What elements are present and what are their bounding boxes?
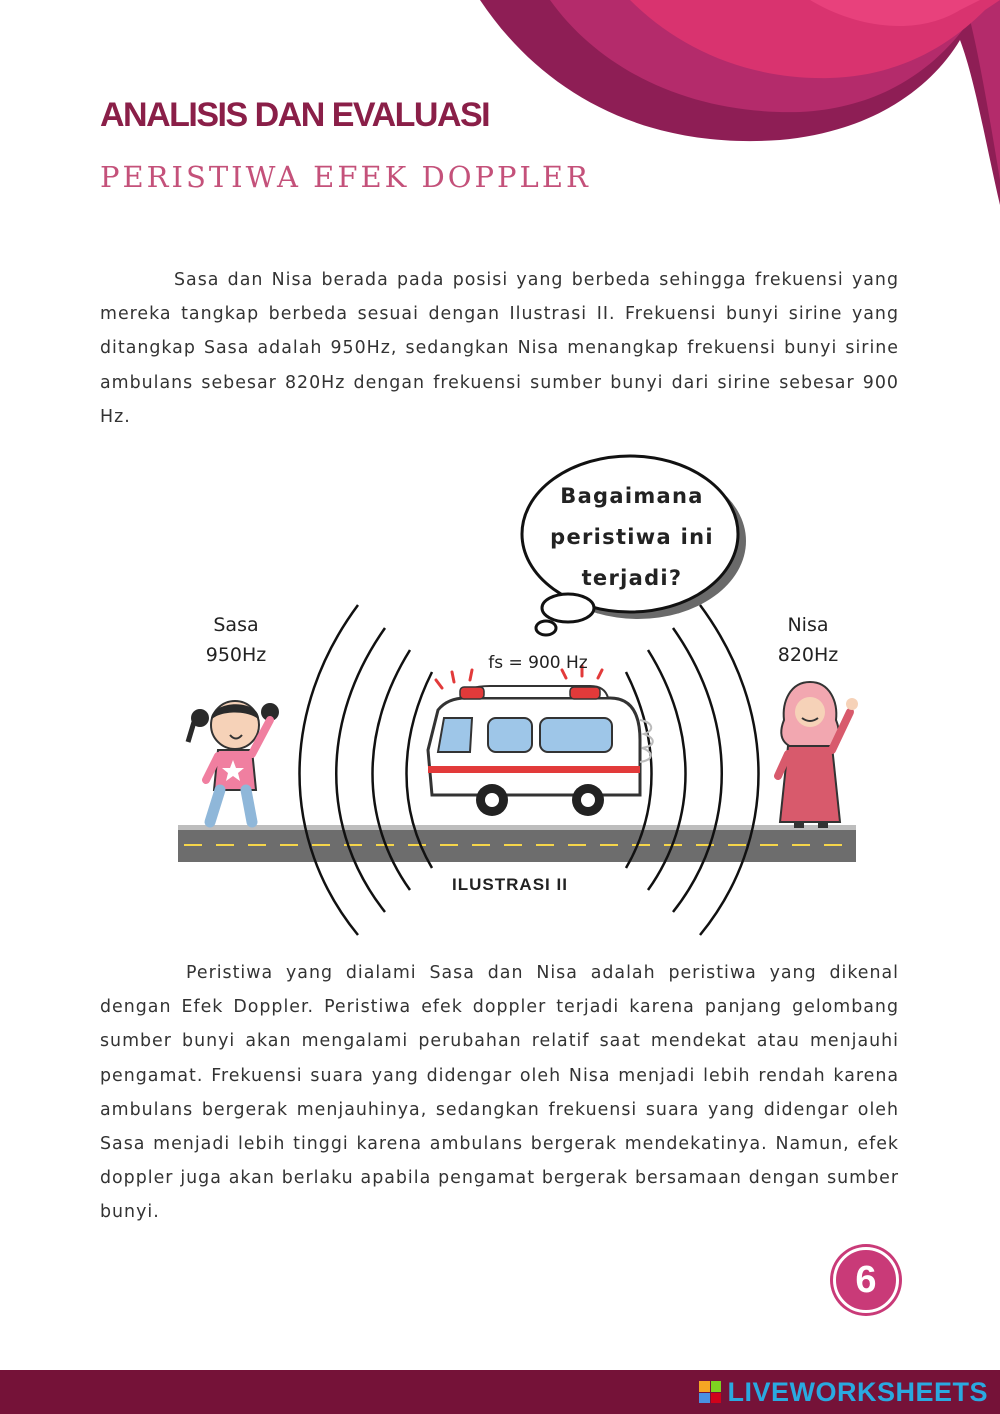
liveworksheets-logo-icon — [699, 1381, 721, 1403]
speech-bubble-text — [522, 476, 742, 599]
explanation-paragraph: Peristiwa yang dialami Sasa dan Nisa adalah peristiwa yang dikenal dengan Efek Doppler. Peristiwa efek doppler terjadi karena panjang gelombang sumber bunyi akan mengalami perubahan relatif saat mendekat atau menjauhi pengamat. Frekuensi suara yang didengar oleh Nisa menjadi lebih rendah karena ambulans bergerak menjauhinya, sedangkan frekuensi suara yang didengar oleh Sasa menjadi lebih tinggi karena ambulans bergerak mendekatinya. Namun, efek doppler juga akan berlaku apabila pengamat bergerak bersamaan dengan sumber bunyi. — [100, 963, 899, 1223]
nisa-name: Nisa — [787, 614, 829, 636]
page-heading: ANALISIS DAN EVALUASI — [100, 96, 490, 134]
sasa-character-icon — [188, 701, 279, 822]
nisa-frequency: 820Hz — [777, 644, 839, 666]
illustration-caption: ILUSTRASI II — [452, 875, 568, 894]
sasa-name: Sasa — [213, 614, 259, 636]
ambulance-icon — [428, 666, 653, 816]
nisa-character-icon — [778, 682, 858, 828]
doppler-illustration — [170, 450, 870, 940]
road — [178, 825, 856, 862]
sasa-frequency: 950Hz — [205, 644, 267, 666]
speech-line-1: Bagaimana — [560, 484, 704, 508]
sasa-label — [188, 610, 284, 670]
page-subheading: PERISTIWA EFEK DOPPLER — [100, 160, 591, 194]
source-frequency-label: fs = 900 Hz — [488, 653, 588, 673]
nisa-label — [760, 610, 856, 670]
sound-waves-right — [626, 605, 759, 935]
illustration-graphic — [170, 450, 870, 940]
intro-paragraph: Sasa dan Nisa berada pada posisi yang berbeda sehingga frekuensi yang mereka tangkap berbeda sesuai dengan Ilustrasi II. Frekuensi bunyi sirine yang ditangkap Sasa adalah 950Hz, sedangkan Nisa menangkap frekuensi bunyi sirine ambulans sebesar 820Hz dengan frekuensi sumber bunyi dari sirine sebesar 900 Hz. — [100, 270, 899, 427]
page-number-badge: 6 — [833, 1247, 899, 1313]
footer-brand[interactable] — [699, 1374, 988, 1410]
sound-waves-left — [300, 605, 433, 935]
brand-name: LIVEWORKSHEETS — [727, 1376, 988, 1407]
speech-line-3: terjadi? — [581, 566, 683, 590]
speech-line-2: peristiwa ini — [550, 525, 714, 549]
